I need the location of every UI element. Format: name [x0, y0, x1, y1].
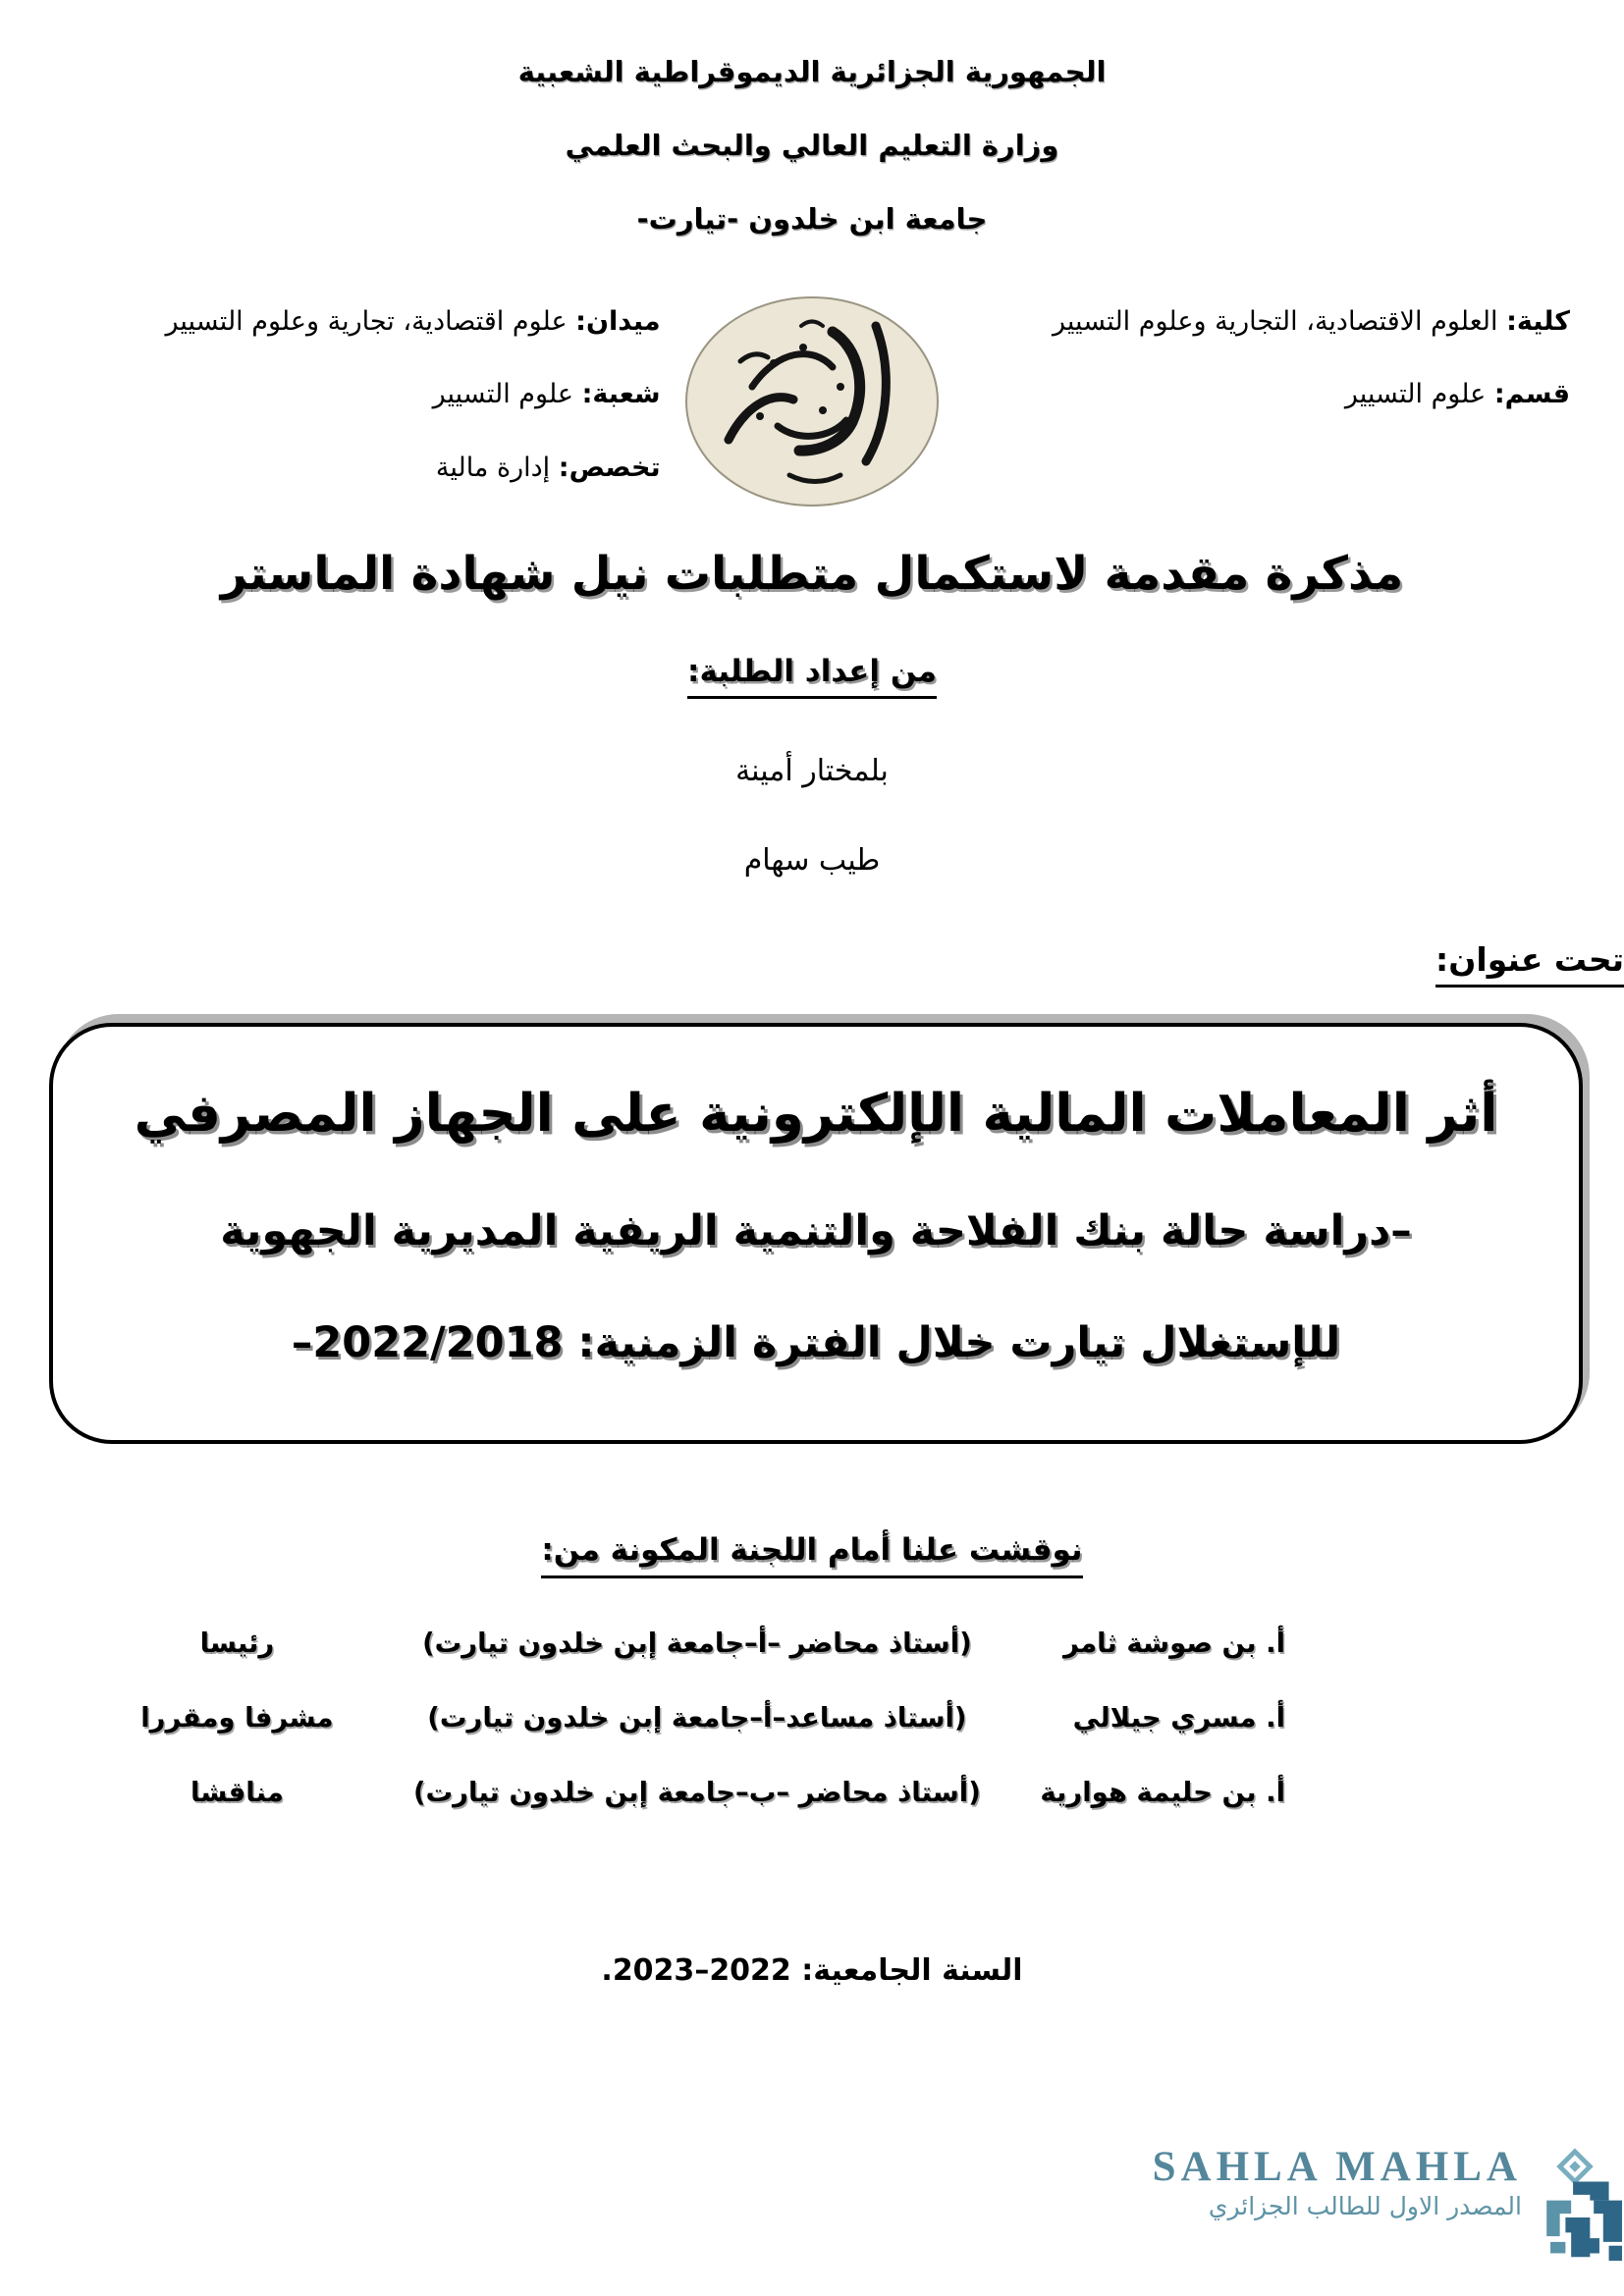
committee-member-name: أ. بن حليمة هوارية	[1040, 1777, 1285, 1809]
field-value: علوم اقتصادية، تجارية وعلوم التسيير	[165, 306, 576, 337]
under-title-heading-wrap	[0, 940, 1624, 988]
thesis-title-box	[49, 1023, 1583, 1444]
student-name-2: طيب سهام	[743, 843, 881, 879]
thesis-title-line1: أثر المعاملات المالية الإلكترونية على الجهاز المصرفي	[134, 1084, 1498, 1145]
degree-statement: مذكرة مقدمة لاستكمال متطلبات نيل شهادة الماستر	[220, 547, 1404, 602]
committee-member-role: مناقشا	[189, 1777, 284, 1809]
thesis-title-line2: –دراسة حالة بنك الفلاحة والتنمية الريفية المديرية الجهوية	[220, 1206, 1412, 1256]
sahla-mahla-watermark	[1153, 2146, 1624, 2264]
ministry-line: وزارة التعليم العالي والبحث العلمي	[565, 129, 1059, 162]
branch-label: شعبة:	[581, 379, 661, 410]
under-title-heading: تحت عنوان:	[1435, 940, 1624, 988]
watermark-tagline: المصدر الاول للطالب الجزائري	[1208, 2192, 1522, 2220]
committee-member-role: مشرفا ومقررا	[140, 1702, 334, 1735]
branch-line	[54, 379, 661, 410]
department-line	[963, 379, 1570, 410]
faculty-department-block	[963, 306, 1570, 453]
field-label: ميدان:	[575, 306, 661, 337]
student-name-1: بلمختار أمينة	[735, 754, 889, 789]
academic-year: السنة الجامعية: 2022–2023.	[601, 1953, 1023, 1989]
prepared-by-heading-wrap	[0, 654, 1624, 699]
committee-row	[93, 1777, 1531, 1808]
committee-row	[93, 1628, 1531, 1659]
thesis-title-line3: للإستغلال تيارت خلال الفترة الزمنية: 2022/2018–	[291, 1318, 1341, 1368]
specialty-label: تخصص:	[558, 452, 661, 483]
faculty-value: العلوم الاقتصادية، التجارية وعلوم التسيير	[1053, 306, 1507, 337]
committee-member-title: (أستاذ مساعد–أ–جامعة إبن خلدون تيارت)	[427, 1702, 967, 1735]
faculty-label: كلية:	[1506, 306, 1570, 337]
university-seal-wrap	[661, 293, 964, 510]
government-header	[0, 0, 1624, 236]
committee-member-title: (أستاذ محاضر –أ–جامعة إبن خلدون تيارت)	[422, 1628, 972, 1660]
watermark-text-block	[1153, 2146, 1522, 2220]
sahla-mahla-logo-icon	[1528, 2146, 1622, 2264]
committee-row	[93, 1702, 1531, 1734]
committee-heading: نوقشت علنا أمام اللجنة المكونة من:	[541, 1532, 1082, 1578]
republic-line: الجمهورية الجزائرية الديموقراطية الشعبية	[517, 55, 1107, 88]
affiliation-row	[0, 306, 1624, 525]
committee-member-name: أ. مسري جيلالي	[1072, 1702, 1285, 1735]
branch-value: علوم التسيير	[432, 379, 582, 410]
specialty-line	[54, 453, 661, 484]
faculty-line	[963, 306, 1570, 338]
committee-member-title: (أستاذ محاضر –ب–جامعة إبن خلدون تيارت)	[412, 1777, 981, 1809]
prepared-by-heading: من إعداد الطلبة:	[687, 654, 937, 699]
field-line	[54, 306, 661, 338]
committee-member-name: أ. بن صوشة ثامر	[1063, 1628, 1285, 1660]
committee-heading-wrap	[0, 1532, 1624, 1578]
committee-member-role: رئيسا	[199, 1628, 275, 1660]
department-value: علوم التسيير	[1344, 379, 1494, 410]
committee-table	[0, 1628, 1624, 1808]
university-seal-icon	[683, 293, 941, 510]
university-line: جامعة ابن خلدون -تيارت-	[636, 202, 988, 236]
field-branch-block	[54, 306, 661, 525]
watermark-brand: SAHLA MAHLA	[1152, 2144, 1522, 2190]
specialty-value: إدارة مالية	[435, 452, 559, 483]
department-label: قسم:	[1493, 379, 1570, 410]
